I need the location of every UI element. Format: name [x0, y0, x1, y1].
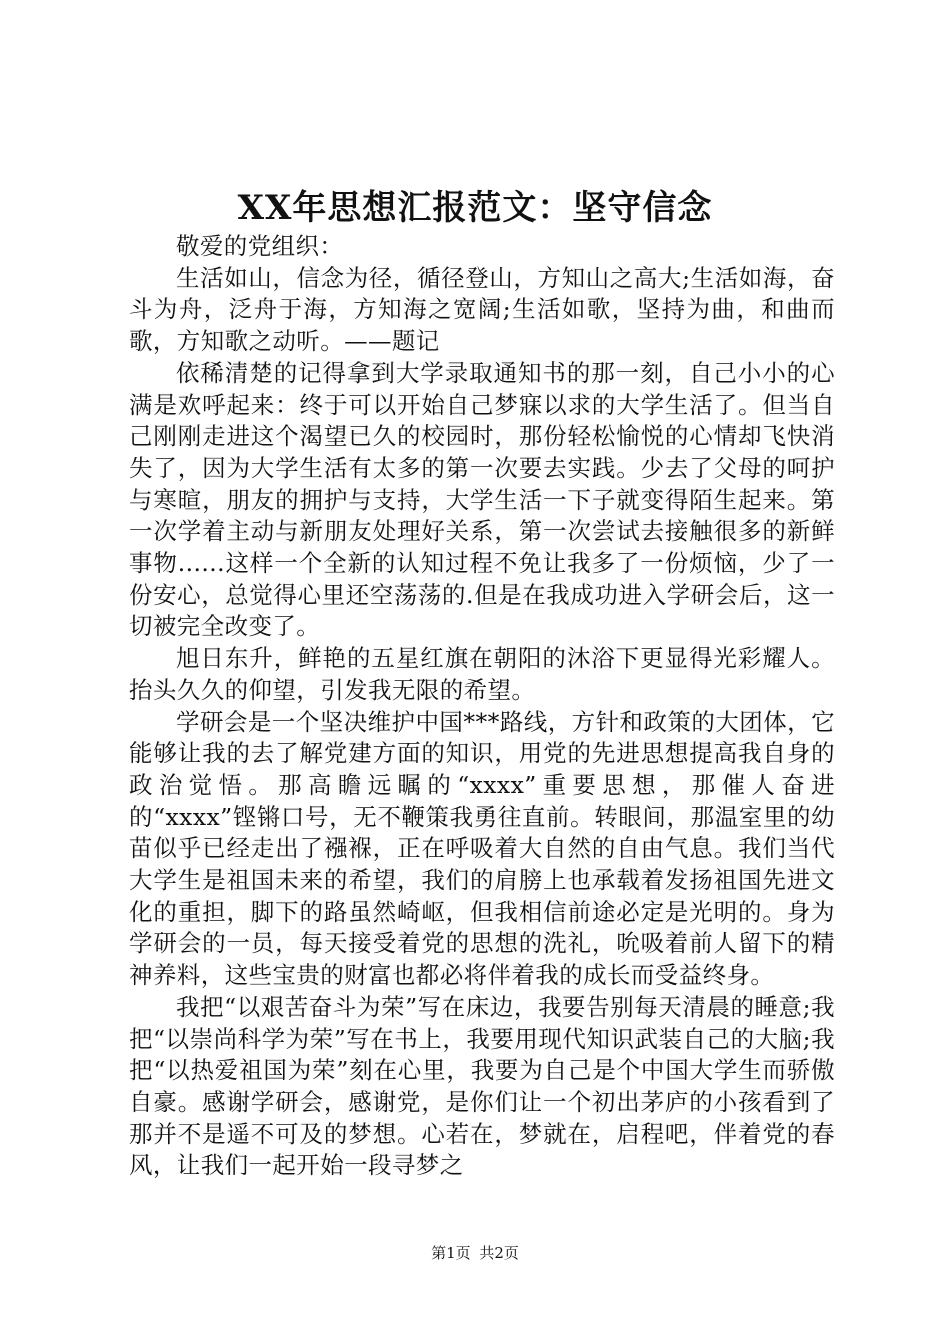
body-paragraph: 旭日东升，鲜艳的五星红旗在朝阳的沐浴下更显得光彩耀人。抬头久久的仰望，引发我无限的希望。 [129, 644, 835, 704]
body-paragraph: 依稀清楚的记得拿到大学录取通知书的那一刻，自己小小的心满是欢呼起来：终于可以开始自己梦寐以求的大学生活了。但当自己刚刚走进这个渴望已久的校园时，那份轻松愉悦的心情却飞快消失了，因为大学生活有太多的第一次要去实践。少去了父母的呵护与寒暄，朋友的拥护与支持，大学生活一下子就变得陌生起来。第一次学着主动与新朋友处理好关系，第一次尝试去接触很多的新鲜事物......这样一个全新的认知过程不免让我多了一份烦恼，少了一份安心，总觉得心里还空荡荡的.但是在我成功进入学研会后，这一切被完全改变了。 [129, 358, 835, 641]
document-title: XX年思想汇报范文：坚守信念 [237, 188, 713, 228]
epigraph-paragraph: 生活如山，信念为径，循径登山，方知山之高大;生活如海，奋斗为舟，泛舟于海，方知海之宽阔;生活如歌，坚持为曲，和曲而歌，方知歌之动听。——题记 [129, 263, 835, 356]
page-total: 共2页 [479, 1244, 519, 1262]
salutation-paragraph: 敬爱的党组织： [176, 232, 344, 260]
page-footer [0, 1243, 950, 1263]
document-body [129, 231, 835, 1182]
body-paragraph: 学研会是一个坚决维护中国***路线，方针和政策的大团体，它能够让我的去了解党建方面的知识，用党的先进思想提高我自身的政治觉悟。那高瞻远瞩的“xxxx”重要思想，那催人奋进的“xxxx”铿锵口号，无不鞭策我勇往直前。转眼间，那温室里的幼苗似乎已经走出了襁褓，正在呼吸着大自然的自由气息。我们当代大学生是祖国未来的希望，我们的肩膀上也承载着发扬祖国先进文化的重担，脚下的路虽然崎岖，但我相信前途必定是光明的。身为学研会的一员，每天接受着党的思想的洗礼，吮吸着前人留下的精神养料，这些宝贵的财富也都必将伴着我的成长而受益终身。 [129, 707, 835, 990]
body-paragraph: 我把“以艰苦奋斗为荣”写在床边，我要告别每天清晨的睡意;我把“以崇尚科学为荣”写在书上，我要用现代知识武装自己的大脑;我把“以热爱祖国为荣”刻在心里，我要为自己是个中国大学生而骄傲自豪。感谢学研会，感谢党，是你们让一个初出茅庐的小孩看到了那并不是遥不可及的梦想。心若在，梦就在，启程吧，伴着党的春风，让我们一起开始一段寻梦之 [129, 992, 835, 1180]
page-number: 第1页 [431, 1244, 471, 1262]
